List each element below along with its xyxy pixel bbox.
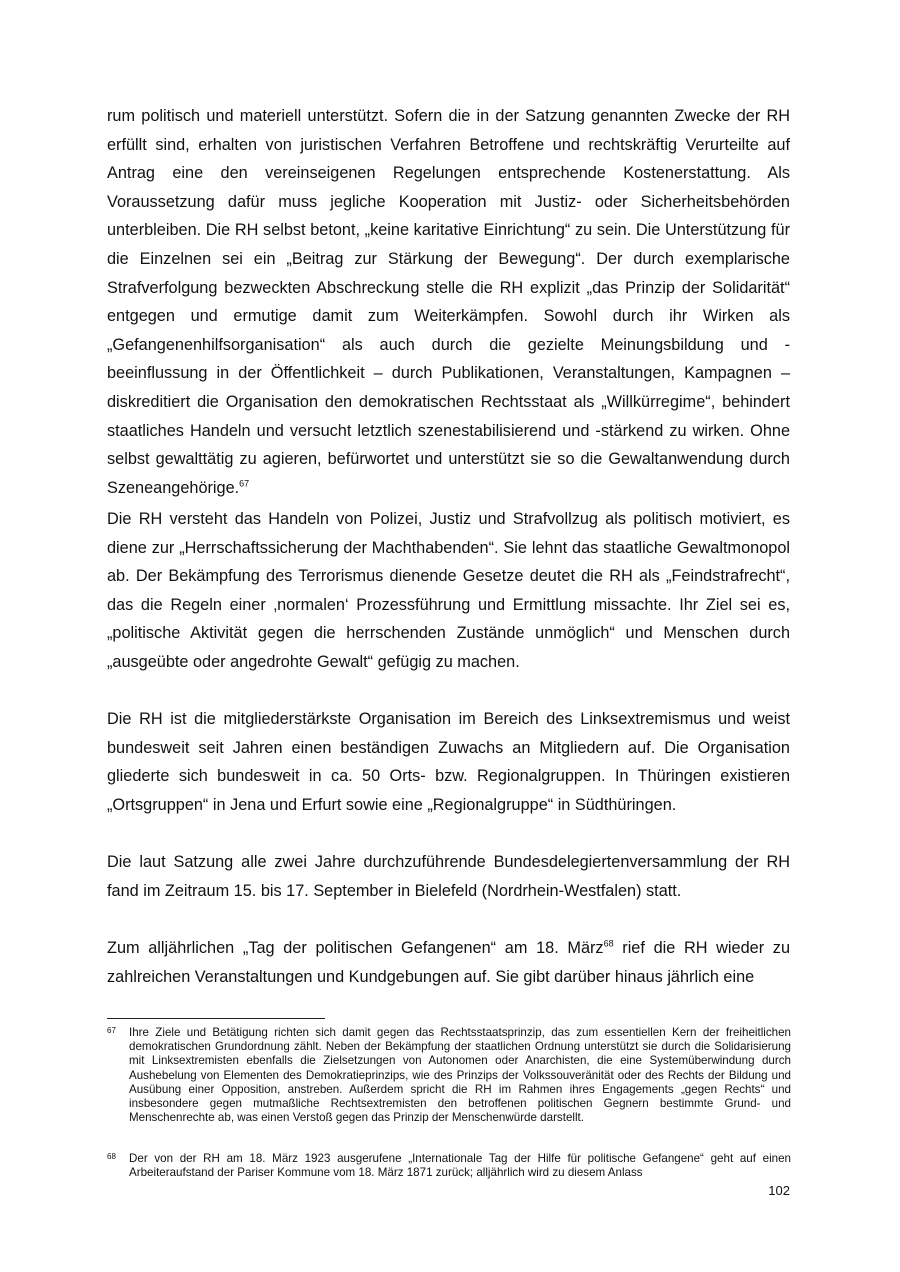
paragraph-text: Zum alljährlichen „Tag der politischen Gefangenen“ am 18. März xyxy=(107,939,604,957)
footnote-68 xyxy=(107,1152,791,1180)
footnote-number: 68 xyxy=(107,1152,116,1161)
paragraph-text: Die laut Satzung alle zwei Jahre durchzuführende Bundesdelegiertenversammlung der RH fand im Zeitraum 15. bis 17. September in Bielefeld (Nordrhein-Westfalen) statt. xyxy=(107,853,790,900)
paragraph-text: rum politisch und materiell unterstützt. Sofern die in der Satzung genannten Zwecke der RH erfüllt sind, erhalten von juristischen Verfahren Betroffene und rechtskräftig Verurteilte auf Antrag eine den vereinseigenen Regelungen entsprechende Kostenerstattung. Als Voraussetzung dafür muss jegliche Kooperation mit Justiz- oder Sicherheitsbehörden unterbleiben. Die RH selbst betont, „keine karitative Einrichtung“ zu sein. Die Unterstützung für die Einzelnen sei ein „Beitrag zur Stärkung der Bewegung“. Der durch exemplarische Strafverfolgung bezweckten Abschreckung stelle die RH explizit „das Prinzip der Solidarität“ entgegen und ermutige damit zum Weiterkämpfen. Sowohl durch ihr Wirken als „Gefangenenhilfsorganisation“ als auch durch die gezielte Meinungsbildung und -beeinflussung in der Öffentlichkeit – durch Publikationen, Veranstaltungen, Kampagnen – diskreditiert die Organisation den demokratischen Rechtsstaat als „Willkürregime“, behindert staatliches Handeln und versucht letztlich szenestabilisierend und -stärkend zu wirken. Ohne selbst gewalttätig zu agieren, befürwortet und unterstützt sie so die Gewaltanwendung durch Szeneangehörige. xyxy=(107,107,790,497)
page-number: 102 xyxy=(768,1183,790,1198)
footnote-text: Der von der RH am 18. März 1923 ausgerufene „Internationale Tag der Hilfe für politische Gefangene“ geht auf einen Arbeiteraufstand der Pariser Kommune vom 18. März 1871 zurück; alljährlich wird zu diesem Anlass xyxy=(129,1152,791,1180)
body-paragraph-2 xyxy=(107,505,790,677)
footnote-number: 67 xyxy=(107,1026,116,1035)
footnote-67 xyxy=(107,1026,791,1125)
paragraph-text: Die RH ist die mitgliederstärkste Organisation im Bereich des Linksextremismus und weist bundesweit seit Jahren einen beständigen Zuwachs an Mitgliedern auf. Die Organisation gliederte sich bundesweit in ca. 50 Orts- bzw. Regionalgruppen. In Thüringen existieren „Ortsgruppen“ in Jena und Erfurt sowie eine „Regionalgruppe“ in Südthüringen. xyxy=(107,710,790,814)
paragraph-text: Die RH versteht das Handeln von Polizei, Justiz und Strafvollzug als politisch motiviert, es diene zur „Herrschaftssicherung der Machthabenden“. Sie lehnt das staatliche Gewaltmonopol ab. Der Bekämpfung des Terrorismus dienende Gesetze deutet die RH als „Feindstrafrecht“, das die Regeln einer ‚normalen‘ Prozessführung und Ermittlung missachte. Ihr Ziel sei es, „politische Aktivität gegen die herrschenden Zustände unmöglich“ und Menschen durch „ausgeübte oder angedrohte Gewalt“ gefügig zu machen. xyxy=(107,510,790,671)
body-paragraph-1 xyxy=(107,102,790,502)
body-paragraph-4 xyxy=(107,848,790,905)
footnote-text: Ihre Ziele und Betätigung richten sich damit gegen das Rechtsstaatsprinzip, das zum essentiellen Kern der freiheitlichen demokratischen Grundordnung zählt. Neben der Bekämpfung der staatlichen Ordnung unterstützt sie durch die Solidarisierung mit Linksextremisten ebenfalls die Zielsetzungen von Autonomen oder Anarchisten, die eine Systemüberwindung durch Aushebelung von Elementen des Demokratieprinzips, wie des Prinzips der Volkssouveränität oder des Rechts der Bildung und Ausübung einer Opposition, anstreben. Außerdem spricht die RH im Rahmen ihres Engagements „gegen Rechts“ und insbesondere gegen mutmaßliche Rechtsextremisten den betroffenen politischen Gegnern bestimmte Grund- und Menschenrechte ab, was einen Verstoß gegen das Prinzip der Menschenwürde darstellt. xyxy=(129,1026,791,1125)
body-paragraph-3 xyxy=(107,705,790,819)
paragraph-text-tail: rief die RH wieder zu zahlreichen Veranstaltungen und Kundgebungen auf. Sie gibt darüber hinaus jährlich eine xyxy=(107,939,790,986)
footnote-separator xyxy=(107,1018,325,1019)
body-paragraph-5 xyxy=(107,934,790,991)
footnote-ref-68[interactable]: 68 xyxy=(603,938,614,949)
footnote-ref-67[interactable]: 67 xyxy=(239,478,250,489)
